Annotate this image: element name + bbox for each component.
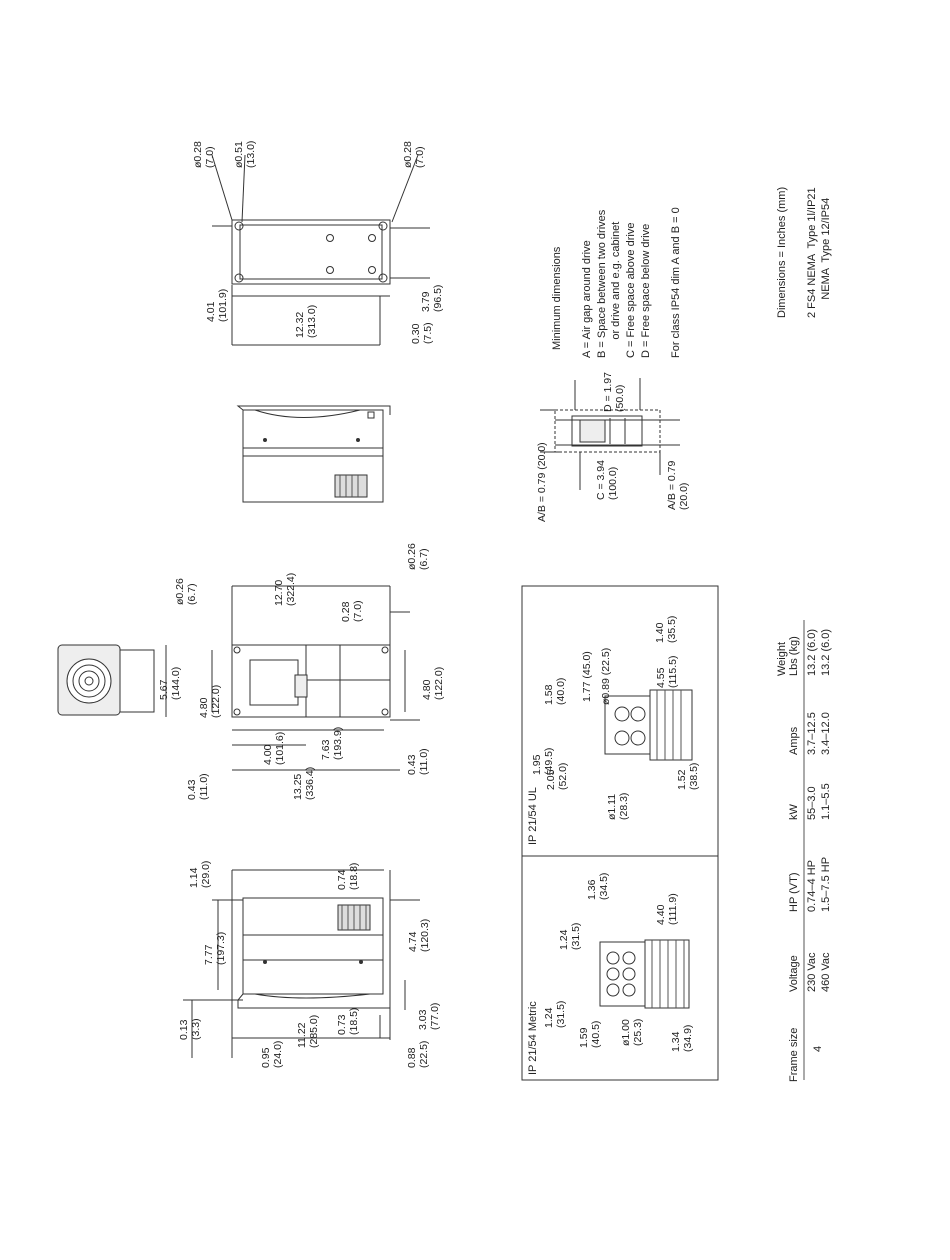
back-view <box>212 155 430 345</box>
dim-label: 1.34 (34.9) <box>670 1024 694 1052</box>
table-header-weight: Weight Lbs (kg) <box>776 636 800 676</box>
dim-label: 4.40 (111.9) <box>655 893 679 925</box>
dim-label: 0.43 (11.0) <box>406 748 430 775</box>
dim-label: 1.95 (49.5) <box>531 747 555 775</box>
enclosure-line: 2 FS4 NEMA Type 1l/IP21 <box>806 187 818 318</box>
dim-label: 1.36 (34.5) <box>586 872 610 900</box>
table-cell: 55–3.0 <box>806 786 818 820</box>
dim-label: 1.24 (31.5) <box>543 1000 567 1028</box>
dim-label: ø0.28 (7.0) <box>192 141 216 168</box>
dim-label: 4.80 (122.0) <box>421 666 445 700</box>
table-header-hp: HP (VT) <box>788 872 800 912</box>
table-header-voltage: Voltage <box>788 955 800 992</box>
dim-label: 11.22 (285.0) <box>296 1014 320 1048</box>
dim-label: 0.30 (7.5) <box>410 322 434 344</box>
table-header-amps: Amps <box>788 726 800 755</box>
dim-label: 0.88 (22.5) <box>406 1040 430 1068</box>
dim-label: ø0.28 (7.0) <box>402 141 426 168</box>
table-cell: 1.1–5.5 <box>820 783 832 820</box>
dim-label: 3.03 (77.0) <box>417 1002 441 1030</box>
front-view <box>58 586 420 770</box>
table-cell: 3.4–12.0 <box>820 712 832 755</box>
clearance-legend-title: Minimum dimensions <box>551 246 563 350</box>
dim-label: 1.14 (29.0) <box>188 860 212 888</box>
clearance-legend-line: B = Space between two drives <box>596 209 608 358</box>
gland-ul-title: IP 21/54 UL <box>527 787 539 845</box>
dim-label: 0.95 (24.0) <box>260 1040 284 1068</box>
table-cell: 13.2 (6.0) <box>820 628 832 676</box>
dim-label: ø0.89 (22.5) <box>600 647 612 705</box>
table-cell: 3.7–12.5 <box>806 712 818 755</box>
dim-label: 1.24 (31.5) <box>558 922 582 950</box>
dim-label: 2.05 (52.0) <box>545 762 569 790</box>
dim-label: 4.55 (115.5) <box>655 655 679 688</box>
clearance-legend-line: or drive and e.g. cabinet <box>610 221 622 358</box>
dim-label: 4.74 (120.3) <box>407 918 431 952</box>
dim-label: 4.80 (122.0) <box>198 684 222 718</box>
dim-label: 0.43 (11.0) <box>186 773 210 800</box>
dim-label: 1.52 (38.5) <box>676 762 700 790</box>
dim-label: 4.01 (101.9) <box>205 288 229 322</box>
dim-label: A/B = 0.79 (20.0) <box>666 460 690 510</box>
dim-label: C = 3.94 (100.0) <box>595 460 619 500</box>
dim-label: 12.70 (322.4) <box>273 572 297 606</box>
dim-label: ø0.26 (6.7) <box>174 578 198 605</box>
dim-label: ø0.26 (6.7) <box>406 543 430 570</box>
table-cell: 0.74–4 HP <box>806 860 818 912</box>
table-header-frame-size: Frame size <box>788 1027 800 1082</box>
dim-label: 12.32 (313.0) <box>294 304 318 338</box>
dim-label: 1.59 (40.5) <box>578 1020 602 1048</box>
dim-label: 3.79 (96.5) <box>420 284 444 312</box>
dim-label: 13.25 (336.4) <box>292 766 316 800</box>
dim-label: ø1.00 (25.3) <box>620 1018 644 1046</box>
table-cell: 460 Vac <box>820 952 832 992</box>
clearance-legend-line: D = Free space below drive <box>640 223 652 358</box>
dim-label: 7.77 (197.3) <box>203 931 227 965</box>
dim-label: 0.73 (18.5) <box>336 1007 360 1035</box>
clearance-note: For class IP54 dim A and B = 0 <box>670 207 682 358</box>
dim-label: ø0.51 (13.0) <box>233 140 257 168</box>
table-header-kw: kW <box>788 804 800 820</box>
clearance-legend-line: A = Air gap around drive <box>581 240 593 358</box>
dim-label: D = 1.97 (50.0) <box>602 372 626 412</box>
table-cell: 230 Vac <box>806 952 818 992</box>
dim-label: 1.77 (45.0) <box>581 651 593 702</box>
dim-label: 0.13 (3.3) <box>178 1018 202 1040</box>
dim-label: 1.40 (35.5) <box>654 615 678 643</box>
dim-label: 7.63 (193.9) <box>320 726 344 760</box>
table-cell: 13.2 (6.0) <box>806 628 818 676</box>
table-cell: 1.5–7.5 HP <box>820 856 832 912</box>
dim-label: 5.67 (144.0) <box>158 666 182 700</box>
side-view-right <box>238 406 390 502</box>
units-note: Dimensions = Inches (mm) <box>776 186 788 318</box>
dim-label: 1.58 (40.0) <box>543 677 567 705</box>
dim-label: 4.00 (101.6) <box>262 731 286 765</box>
clearance-legend-line: C = Free space above drive <box>625 222 637 358</box>
gland-metric-title: IP 21/54 Metric <box>527 1001 539 1075</box>
dim-label: A/B = 0.79 (20.0) <box>536 442 548 522</box>
enclosure-line: NEMA Type 12/IP54 <box>820 197 832 318</box>
dim-label: 0.74 (18.8) <box>336 862 360 890</box>
table-cell: 4 <box>812 1045 824 1052</box>
dim-label: 0.28 (7.0) <box>340 600 364 622</box>
dim-label: ø1.11 (28.3) <box>606 792 630 820</box>
